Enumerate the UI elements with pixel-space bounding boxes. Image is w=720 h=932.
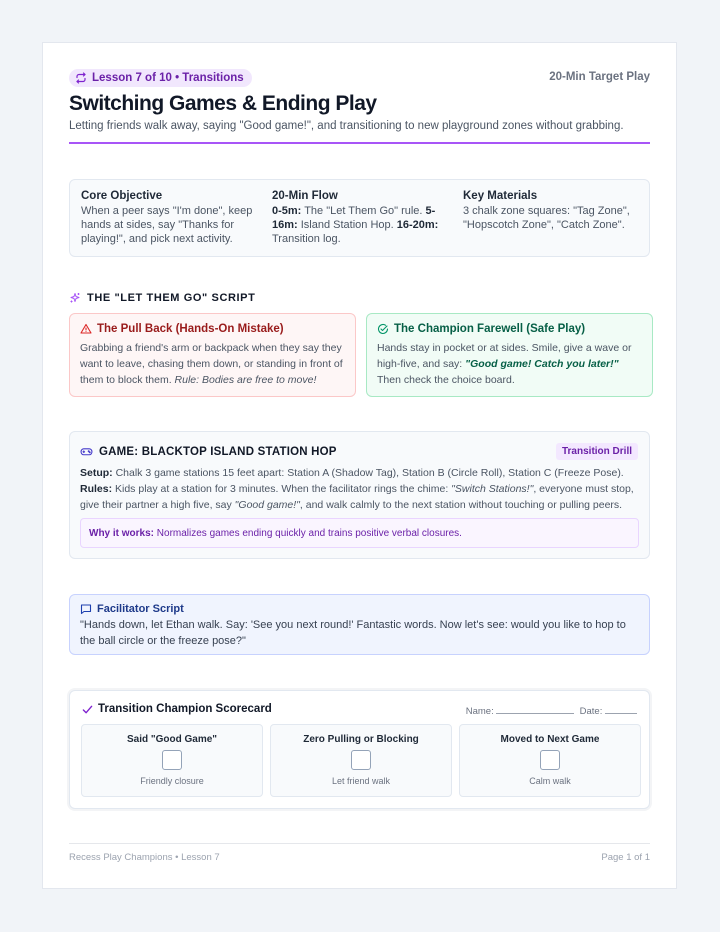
title-divider xyxy=(69,142,650,144)
date-field[interactable] xyxy=(605,705,637,714)
core-objective-text: When a peer says "I'm done", keep hands at sides, say "Thanks for playing!", and pick next activity. xyxy=(81,205,253,245)
score-item xyxy=(270,724,452,797)
rules-text-3: , and walk calmly to the next station without touching or pulling peers. xyxy=(299,499,623,511)
score-item-sub: Calm walk xyxy=(529,776,571,786)
game-panel xyxy=(69,431,650,559)
mistake-card xyxy=(69,313,356,397)
warning-triangle-icon xyxy=(80,323,92,335)
safe-card-text xyxy=(377,340,642,388)
footer-divider xyxy=(69,843,650,844)
safe-play-card xyxy=(366,313,653,397)
game-setup xyxy=(80,465,639,481)
name-label: Name: xyxy=(465,706,494,717)
score-checkbox[interactable] xyxy=(540,750,560,770)
script-heading-label: THE "LET THEM GO" SCRIPT xyxy=(87,292,256,304)
why-it-works-box xyxy=(80,518,639,548)
scorecard xyxy=(69,690,650,809)
score-checkbox[interactable] xyxy=(162,750,182,770)
score-item-sub: Friendly closure xyxy=(140,776,204,786)
scorecard-title-label: Transition Champion Scorecard xyxy=(98,703,272,715)
score-item xyxy=(459,724,641,797)
name-field[interactable] xyxy=(496,705,574,714)
setup-label: Setup: xyxy=(80,467,113,479)
sparkles-icon xyxy=(69,292,81,304)
page-title: Switching Games & Ending Play xyxy=(69,92,377,115)
rules-quote-2: "Good game!" xyxy=(234,499,300,511)
rules-text-2: , everyone must stop, give their partner a high five, say xyxy=(80,483,634,511)
target-label: 20-Min Target Play xyxy=(549,71,650,83)
mistake-card-title xyxy=(80,323,345,335)
worksheet-page xyxy=(42,42,677,889)
speech-bubble-icon xyxy=(80,603,92,615)
transition-drill-badge: Transition Drill xyxy=(556,443,638,460)
flow-text xyxy=(272,204,450,246)
safe-text: Hands stay in pocket or at sides. Smile, give a wave or high-five, and say: xyxy=(377,342,632,370)
game-title xyxy=(80,445,337,458)
key-materials xyxy=(463,190,643,232)
repeat-arrows-icon xyxy=(75,72,87,84)
flow-step2-text: Island Station Hop. xyxy=(297,219,397,231)
safe-text-after: Then check the choice board. xyxy=(377,374,515,386)
why-text: Normalizes games ending quickly and trains positive verbal closures. xyxy=(154,527,462,539)
rules-text-1: Kids play at a station for 3 minutes. When the facilitator rings the chime: xyxy=(112,483,452,495)
header-bar xyxy=(69,69,650,87)
safe-title-label: The Champion Farewell (Safe Play) xyxy=(394,323,586,335)
footer-left: Recess Play Champions • Lesson 7 xyxy=(69,852,220,863)
flow-step3-text: Transition log. xyxy=(272,233,341,245)
flow-step2-time: 5-16m: xyxy=(272,205,436,231)
mistake-text: Grabbing a friend's arm or backpack when they say they want to leave, chasing them down, or standing in front of them to block them. xyxy=(80,342,343,386)
setup-text: Chalk 3 game stations 15 feet apart: Station A (Shadow Tag), Station B (Circle Roll), Station C (Freeze Pose). xyxy=(112,467,624,479)
score-checkbox[interactable] xyxy=(351,750,371,770)
facilitator-title xyxy=(80,603,639,615)
script-section-heading xyxy=(69,292,255,304)
facilitator-title-label: Facilitator Script xyxy=(97,603,184,615)
footer-page-number: Page 1 of 1 xyxy=(601,852,650,863)
rules-quote: "Switch Stations!" xyxy=(451,483,534,495)
page-subtitle: Letting friends walk away, saying "Good game!", and transitioning to new playground zones without grabbing. xyxy=(69,120,624,132)
flow-step1-text: The "Let Them Go" rule. xyxy=(301,205,426,217)
score-item-title: Moved to Next Game xyxy=(500,734,600,745)
lesson-badge-label: Lesson 7 of 10 • Transitions xyxy=(92,72,244,84)
check-circle-icon xyxy=(377,323,389,335)
checkmark-icon xyxy=(82,704,93,715)
mistake-rule: Rule: Bodies are free to move! xyxy=(174,374,317,386)
safe-quote: "Good game! Catch you later!" xyxy=(465,358,619,370)
flow-step1-time: 0-5m: xyxy=(272,205,302,217)
core-objective xyxy=(81,190,261,246)
mistake-card-text xyxy=(80,340,345,388)
key-materials-heading: Key Materials xyxy=(463,190,538,202)
score-item-sub: Let friend walk xyxy=(331,776,391,786)
mistake-title-label: The Pull Back (Hands-On Mistake) xyxy=(97,323,284,335)
rules-label: Rules: xyxy=(80,483,113,495)
core-objective-heading: Core Objective xyxy=(81,190,163,202)
safe-card-title xyxy=(377,323,642,335)
key-materials-text: 3 chalk zone squares: "Tag Zone", "Hopscotch Zone", "Catch Zone". xyxy=(463,205,630,231)
facilitator-text: "Hands down, let Ethan walk. Say: 'See you next round!' Fantastic words. Now let's see: would you like to hop to the ball circle or the freeze pose?" xyxy=(80,619,626,647)
flow xyxy=(272,190,450,246)
flow-step3-time: 16-20m: xyxy=(396,219,439,231)
gamepad-icon xyxy=(80,445,93,458)
scorecard-meta xyxy=(466,705,637,717)
date-label: Date: xyxy=(579,706,603,717)
flow-heading: 20-Min Flow xyxy=(272,190,338,202)
lesson-badge xyxy=(69,69,252,87)
scorecard-title xyxy=(82,703,272,715)
score-item-title: Said "Good Game" xyxy=(126,734,218,745)
overview-panel xyxy=(69,179,650,257)
game-title-label: GAME: BLACKTOP ISLAND STATION HOP xyxy=(99,445,337,458)
score-item-title: Zero Pulling or Blocking xyxy=(303,734,419,745)
why-label: Why it works: xyxy=(89,527,155,539)
game-rules xyxy=(80,481,639,513)
game-body xyxy=(80,465,639,513)
facilitator-script-box xyxy=(69,594,650,655)
score-item xyxy=(81,724,263,797)
scorecard-items xyxy=(81,724,638,797)
